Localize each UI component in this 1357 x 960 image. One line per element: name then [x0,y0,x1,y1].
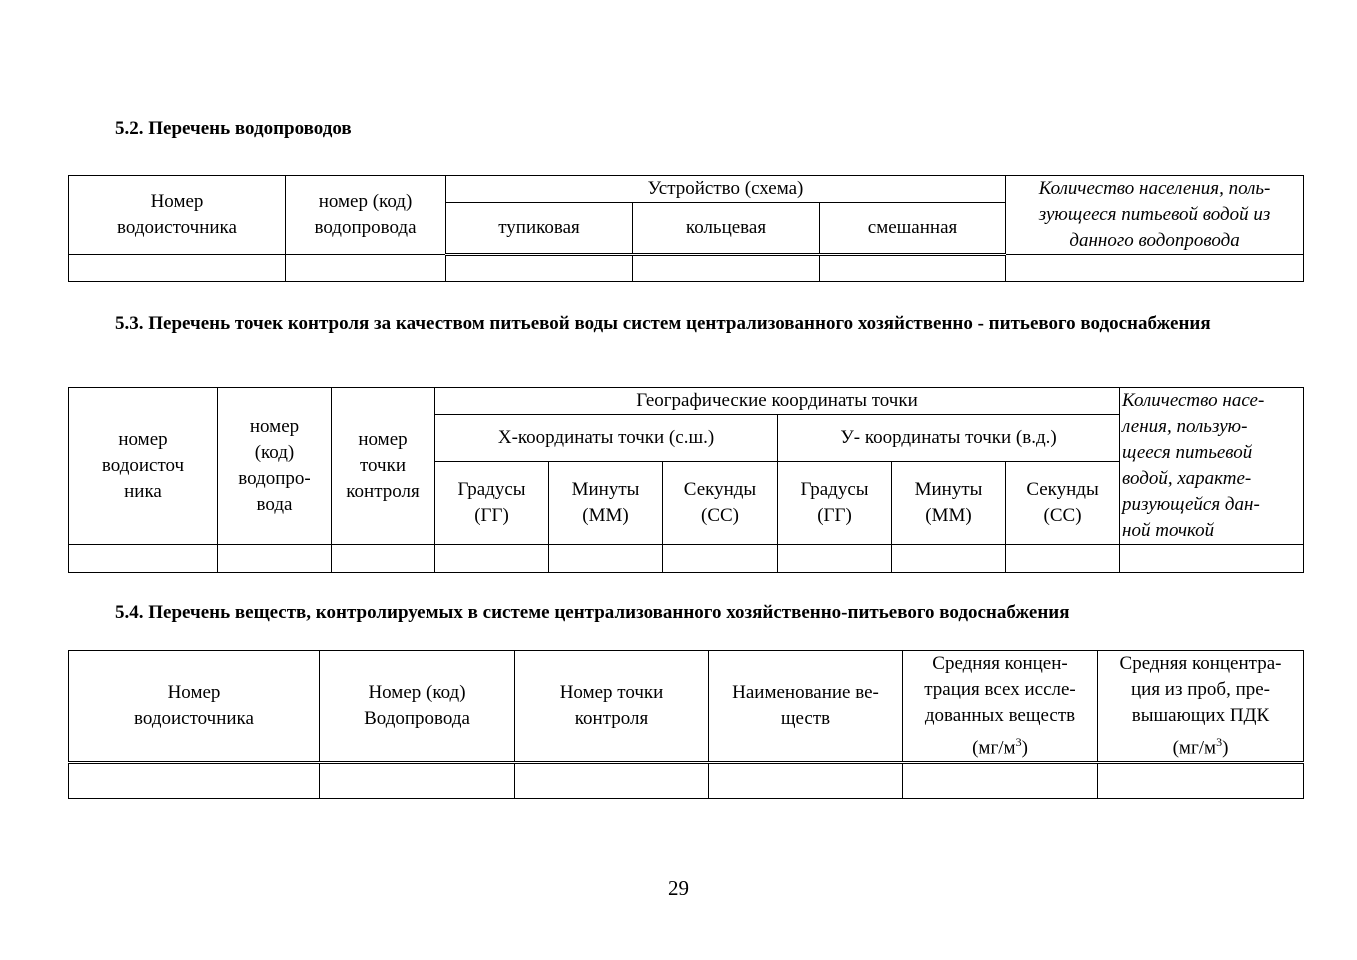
table-cell [320,763,515,799]
table-cell [69,255,286,282]
header-avg-exceed: Средняя концентра- ция из проб, пре- вышающих ПДК $(мг/м^3)$ [1098,651,1304,763]
header-population: Количество населения, поль- зующееся питьевой водой из данного водопровода [1006,176,1304,255]
control-points-table [68,387,1304,573]
header-geo-coordinates: Географические координаты точки [435,388,1120,415]
table-cell [1120,545,1304,573]
table-cell [515,763,709,799]
header-y-minutes: Минуты (ММ) [892,462,1006,545]
table-cell [778,545,892,573]
table-cell [663,545,778,573]
table-cell [218,545,332,573]
table-cell [1006,545,1120,573]
section-5-2-title: 5.2. Перечень водопроводов [115,118,352,139]
table-cell [709,763,903,799]
table-row [69,255,1304,282]
header-y-seconds: Секунды (СС) [1006,462,1120,545]
header-dead-end: тупиковая [446,203,633,255]
table-cell [1098,763,1304,799]
header-pipeline-code: номер (код) водопровода [286,176,446,255]
substances-table [68,650,1304,799]
table-row [69,763,1304,799]
header-y-coordinates: У- координаты точки (в.д.) [778,415,1120,462]
header-y-degrees: Градусы (ГГ) [778,462,892,545]
header-x-coordinates: Х-координаты точки (с.ш.) [435,415,778,462]
section-5-4-title: 5.4. Перечень веществ, контролируемых в системе централизованного хозяйственно-питьевого водоснабжения [115,602,1070,623]
table-cell [446,255,633,282]
table-cell [820,255,1006,282]
header-ring: кольцевая [633,203,820,255]
header-control-point: Номер точки контроля [515,651,709,763]
table-cell [69,545,218,573]
table-cell [435,545,549,573]
page-number: 29 [668,876,689,900]
table-cell [332,545,435,573]
header-source-number: номер водоисточ ника [69,388,218,545]
table-cell [892,545,1006,573]
header-avg-all: Средняя концен- трация всех иссле- дованных веществ $(мг/м^3)$ [903,651,1098,763]
header-x-seconds: Секунды (СС) [663,462,778,545]
header-substance-name: Наименование ве- ществ [709,651,903,763]
header-pipeline-code: номер (код) водопро- вода [218,388,332,545]
table-cell [1006,255,1304,282]
header-pipeline-code: Номер (код) Водопровода [320,651,515,763]
table-cell [903,763,1098,799]
header-device: Устройство (схема) [446,176,1006,203]
header-control-point: номер точки контроля [332,388,435,545]
header-population: Количество насе- ления, пользую- щееся питьевой водой, характе- ризующейся дан- ной точкой [1120,388,1304,545]
table-cell [633,255,820,282]
table-cell [286,255,446,282]
header-mixed: смешанная [820,203,1006,255]
section-5-3-title: 5.3. Перечень точек контроля за качеством питьевой воды систем централизованного хозяйственно - питьевого водоснабжения [115,313,1211,334]
header-source-number: Номер водоисточника [69,176,286,255]
header-x-degrees: Градусы (ГГ) [435,462,549,545]
table-row [69,545,1304,573]
table-cell [549,545,663,573]
header-source-number: Номер водоисточника [69,651,320,763]
water-pipelines-table [68,175,1304,282]
table-cell [69,763,320,799]
header-x-minutes: Минуты (ММ) [549,462,663,545]
